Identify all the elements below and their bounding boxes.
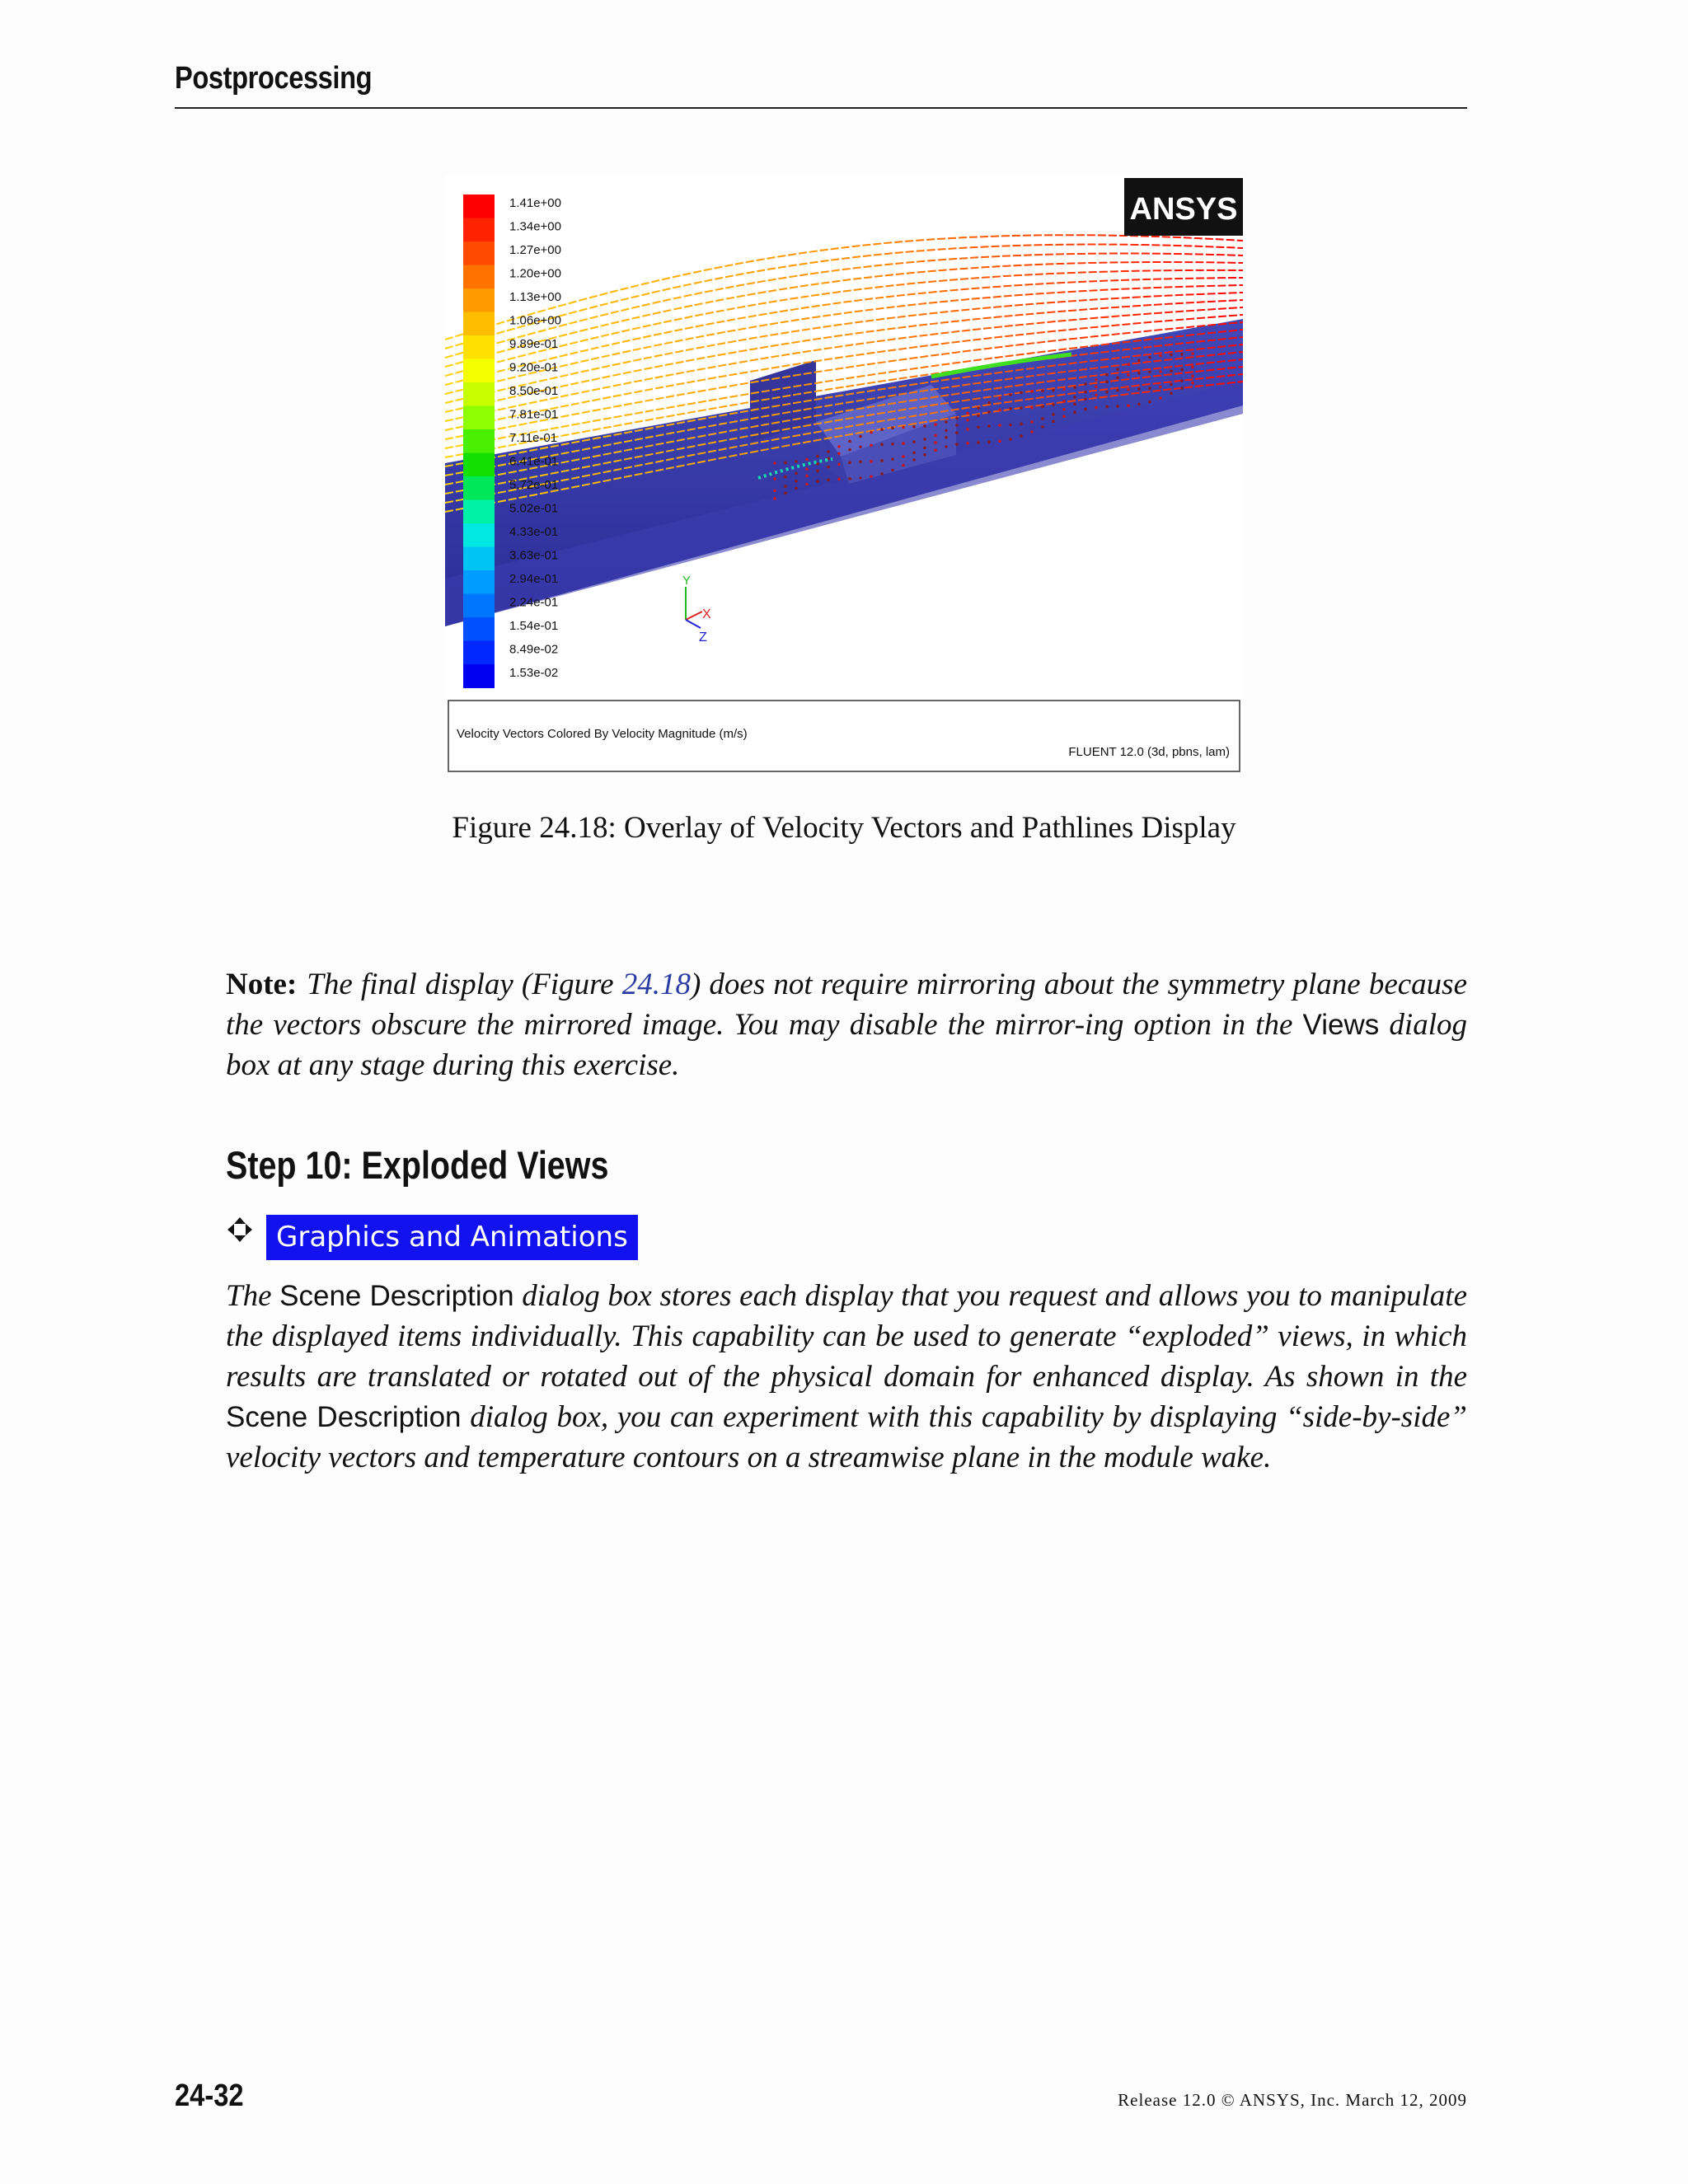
vector-dot [795, 472, 798, 476]
vector-dot [1084, 397, 1087, 401]
vector-dot [1062, 388, 1066, 391]
vector-dot [795, 480, 798, 483]
vector-dot [1137, 403, 1141, 406]
vector-dot [934, 434, 937, 437]
vector-dot [773, 462, 776, 465]
velocity-figure [445, 175, 1243, 773]
legend-swatch [463, 359, 495, 383]
vector-dot [1030, 420, 1034, 424]
vector-dot [837, 462, 841, 466]
figure-info-left: Velocity Vectors Colored By Velocity Magnitude (m/s) [457, 727, 748, 741]
vector-dot [1159, 370, 1162, 373]
axis-x-label: X [702, 607, 711, 621]
vector-dot [837, 478, 841, 481]
legend-label: 1.41e+00 [509, 196, 561, 210]
vector-dot [955, 443, 959, 446]
vector-dot [912, 451, 916, 454]
vector-dot [1041, 425, 1044, 429]
vector-dot [923, 438, 926, 441]
vector-dot [1116, 376, 1119, 379]
vector-dot [977, 425, 980, 429]
vector-dot [966, 442, 969, 445]
scene-description-name-1: Scene Description [279, 1280, 514, 1312]
vector-dot [1137, 387, 1141, 391]
legend-label: 8.50e-01 [509, 384, 559, 398]
graphics-and-animations-button[interactable]: Graphics and Animations [266, 1215, 638, 1260]
vector-dot [1009, 438, 1012, 441]
vector-dot [1052, 413, 1055, 416]
vector-dot [880, 443, 884, 447]
release-footer: Release 12.0 © ANSYS, Inc. March 12, 2009 [1118, 2090, 1467, 2110]
vector-dot [998, 408, 1001, 411]
vector-dot [934, 441, 937, 444]
vector-dot [902, 442, 905, 445]
vector-dot [784, 492, 787, 495]
vector-dot [795, 460, 798, 463]
vector-dot [1073, 402, 1076, 405]
vector-dot [1127, 363, 1130, 366]
vector-dot [1052, 419, 1055, 423]
vector-dot [1020, 434, 1023, 438]
header-rule [175, 107, 1467, 109]
vector-dot [977, 414, 980, 417]
vector-dot [912, 425, 916, 429]
vector-dot [1170, 369, 1173, 373]
legend-label: 7.11e-01 [509, 431, 558, 445]
legend-label: 1.13e+00 [509, 290, 561, 304]
vector-dot [1062, 408, 1066, 411]
vector-dot [805, 475, 809, 478]
legend-label: 4.33e-01 [509, 525, 559, 539]
legend-label: 1.53e-02 [509, 666, 559, 680]
axis-y-label: Y [682, 574, 692, 588]
vector-dot [987, 401, 991, 405]
legend-label: 1.27e+00 [509, 243, 561, 257]
vector-dot [1073, 396, 1076, 399]
vector-dot [1116, 389, 1119, 392]
running-header: Postprocessing [175, 61, 373, 96]
legend-label: 1.06e+00 [509, 313, 561, 328]
legend-swatch [463, 194, 495, 218]
vector-dot [1170, 383, 1173, 387]
vector-dot [1148, 387, 1151, 390]
vector-dot [945, 429, 948, 433]
vector-dot [1159, 386, 1162, 389]
vector-dot [1180, 387, 1184, 390]
vector-dot [784, 476, 787, 479]
vector-dot [1127, 373, 1130, 377]
vector-dot [945, 445, 948, 448]
vector-dot [1030, 390, 1034, 393]
vector-dot [1073, 410, 1076, 414]
figure-caption: Figure 24.18: Overlay of Velocity Vectors and Pathlines Display [452, 811, 1236, 845]
note-text-1: The final display (Figure [307, 968, 622, 1001]
legend-label: 8.49e-02 [509, 642, 559, 657]
vector-dot [1084, 408, 1087, 411]
vector-dot [1020, 423, 1023, 426]
vector-dot [880, 459, 884, 462]
legend-label: 2.24e-01 [509, 595, 559, 610]
vector-dot [1009, 393, 1012, 396]
vector-dot [805, 458, 809, 462]
vector-dot [977, 441, 980, 444]
legend-swatch [463, 617, 495, 641]
vector-dot [1095, 378, 1098, 382]
vector-dot [1148, 371, 1151, 374]
legend-label: 5.02e-01 [509, 501, 559, 516]
vector-dot [1052, 389, 1055, 392]
vector-dot [934, 448, 937, 452]
vector-dot [891, 468, 894, 471]
page-number: 24-32 [175, 2079, 244, 2113]
legend-swatch [463, 429, 495, 453]
vector-dot [773, 477, 776, 480]
vector-dot [1180, 353, 1184, 356]
para-text-2: dialog box stores each display that you request and allows you to manipulate the displayed items individually. This capability can be used to generate “exploded” views, in which results are translated or rotated out of the physical domain for enhanced display. As shown in the [226, 1279, 1467, 1394]
legend-label: 9.20e-01 [509, 360, 559, 375]
vector-dot [1116, 368, 1119, 371]
legend-swatch [463, 664, 495, 688]
vector-dot [1095, 385, 1098, 388]
vector-dot [848, 461, 851, 464]
vector-dot [848, 477, 851, 480]
vector-dot [998, 396, 1001, 400]
vector-dot [902, 455, 905, 458]
vector-dot [816, 455, 819, 458]
legend-label: 5.72e-01 [509, 478, 559, 492]
vector-dot [859, 476, 862, 480]
figure-link[interactable]: 24.18 [621, 968, 691, 1001]
vector-dot [1041, 417, 1044, 420]
vector-dot [784, 485, 787, 488]
legend-label: 2.94e-01 [509, 572, 559, 586]
vector-dot [1041, 405, 1044, 409]
vector-dot [1105, 405, 1109, 409]
ansys-logo-text: ANSYS [1129, 192, 1238, 227]
vector-dot [1095, 393, 1098, 396]
move-arrows-icon [226, 1216, 254, 1244]
para-text-3: dialog box, you can experiment with this capability by displaying “side-by-side” velocity vectors and temperature contours on a streamwise plane in the module wake. [226, 1400, 1467, 1474]
legend-label: 7.81e-01 [509, 407, 559, 422]
vector-dot [912, 458, 916, 462]
legend-swatch [463, 288, 495, 312]
vector-dot [773, 497, 776, 500]
vector-dot [934, 423, 937, 426]
body-paragraph [226, 1276, 1467, 1478]
vector-dot [827, 478, 830, 481]
vector-dot [848, 440, 851, 443]
legend-swatch [463, 547, 495, 571]
vector-dot [1159, 396, 1162, 400]
vector-dot [1041, 389, 1044, 392]
vector-dot [1095, 406, 1098, 410]
vector-dot [966, 412, 969, 415]
legend-label: 6.41e-01 [509, 454, 559, 469]
note-label: Note: [226, 968, 298, 1001]
vector-dot [987, 410, 991, 414]
vector-dot [1191, 366, 1194, 369]
vector-dot [1062, 415, 1066, 418]
vector-dot [1137, 359, 1141, 362]
vector-dot [912, 440, 916, 443]
vector-dot [923, 447, 926, 450]
vector-dot [1030, 430, 1034, 434]
vector-dot [902, 464, 905, 467]
vector-dot [827, 466, 830, 469]
vector-dot [923, 453, 926, 457]
vector-dot [870, 460, 873, 463]
vector-dot [848, 448, 851, 452]
views-dialog-name: Views [1302, 1009, 1380, 1041]
vector-dot [945, 420, 948, 424]
vector-dot [987, 424, 991, 428]
vector-dot [891, 426, 894, 429]
vector-dot [816, 462, 819, 466]
vector-dot [1170, 392, 1173, 396]
legend-label: 9.89e-01 [509, 337, 559, 351]
vector-dot [870, 475, 873, 478]
vector-dot [1073, 386, 1076, 389]
legend-swatch [463, 241, 495, 265]
vector-dot [891, 443, 894, 446]
note-text-3: dialog box at any stage during this exercise. [226, 1008, 1467, 1082]
para-text-1: The [226, 1279, 280, 1313]
vector-dot [870, 431, 873, 434]
vector-dot [1020, 391, 1023, 394]
vector-dot [805, 467, 809, 471]
vector-dot [859, 461, 862, 464]
legend-swatch [463, 382, 495, 406]
vector-dot [1020, 406, 1023, 410]
vector-dot [891, 457, 894, 461]
vector-dot [795, 487, 798, 490]
vector-dot [1127, 388, 1130, 391]
vector-dot [1105, 373, 1109, 377]
vector-dot [923, 424, 926, 428]
note-block [226, 964, 1467, 1085]
vector-dot [1180, 379, 1184, 382]
legend-label: 1.54e-01 [509, 619, 559, 633]
legend-swatch [463, 500, 495, 524]
legend-label: 1.34e+00 [509, 219, 561, 234]
vector-dot [1191, 375, 1194, 378]
note-text-2: ) does not require mirroring about the symmetry plane because the vectors obscure the mirrored image. You may disable the mirror-ing option in the [226, 968, 1467, 1042]
legend-swatch [463, 335, 495, 359]
vector-dot [1148, 401, 1151, 404]
vector-dot [880, 428, 884, 431]
vector-dot [1127, 404, 1130, 407]
vector-dot [1030, 406, 1034, 410]
vector-dot [816, 470, 819, 473]
vector-dot [1084, 391, 1087, 394]
vector-dot [1009, 424, 1012, 427]
vector-dot [902, 426, 905, 429]
legend-swatch [463, 570, 495, 594]
vector-dot [1009, 407, 1012, 410]
vector-dot [805, 483, 809, 486]
legend-swatch [463, 218, 495, 242]
vector-dot [1191, 382, 1194, 385]
vector-dot [955, 424, 959, 427]
legend-swatch [463, 406, 495, 430]
vector-dot [827, 450, 830, 453]
vector-dot [1116, 405, 1119, 408]
figure-info-right: FLUENT 12.0 (3d, pbns, lam) [1068, 745, 1230, 759]
vector-dot [977, 406, 980, 410]
vector-dot [837, 452, 841, 456]
vector-dot [1137, 372, 1141, 375]
vector-dot [966, 419, 969, 422]
vector-dot [966, 428, 969, 431]
vector-dot [1052, 403, 1055, 406]
legend-swatch [463, 594, 495, 618]
legend-label: 3.63e-01 [509, 548, 559, 563]
legend-swatch [463, 453, 495, 477]
vector-dot [1191, 352, 1194, 355]
axis-z-label: Z [699, 630, 707, 644]
vector-dot [955, 431, 959, 434]
vector-dot [859, 435, 862, 438]
vector-dot [773, 490, 776, 493]
vector-dot [784, 462, 787, 465]
vector-dot [955, 416, 959, 419]
vector-dot [1148, 356, 1151, 359]
vector-dot [987, 441, 991, 444]
vector-dot [945, 436, 948, 439]
legend-swatch [463, 476, 495, 500]
vector-dot [1180, 368, 1184, 372]
step-heading: Step 10: Exploded Views [226, 1143, 609, 1187]
vector-dot [998, 440, 1001, 443]
legend-swatch [463, 523, 495, 547]
legend-swatch [463, 312, 495, 336]
vector-dot [1105, 391, 1109, 394]
vector-dot [859, 445, 862, 448]
vector-dot [1062, 400, 1066, 403]
legend-label: 1.20e+00 [509, 266, 561, 281]
vector-dot [1159, 354, 1162, 358]
legend-swatch [463, 641, 495, 665]
vector-dot [998, 424, 1001, 427]
vector-dot [1170, 354, 1173, 357]
vector-dot [1084, 382, 1087, 386]
vector-dot [837, 445, 841, 448]
legend-swatch [463, 265, 495, 289]
vector-dot [880, 472, 884, 476]
vector-dot [816, 480, 819, 483]
scene-description-name-2: Scene Description [226, 1401, 462, 1433]
vector-dot [870, 443, 873, 447]
vector-dot [1105, 380, 1109, 383]
